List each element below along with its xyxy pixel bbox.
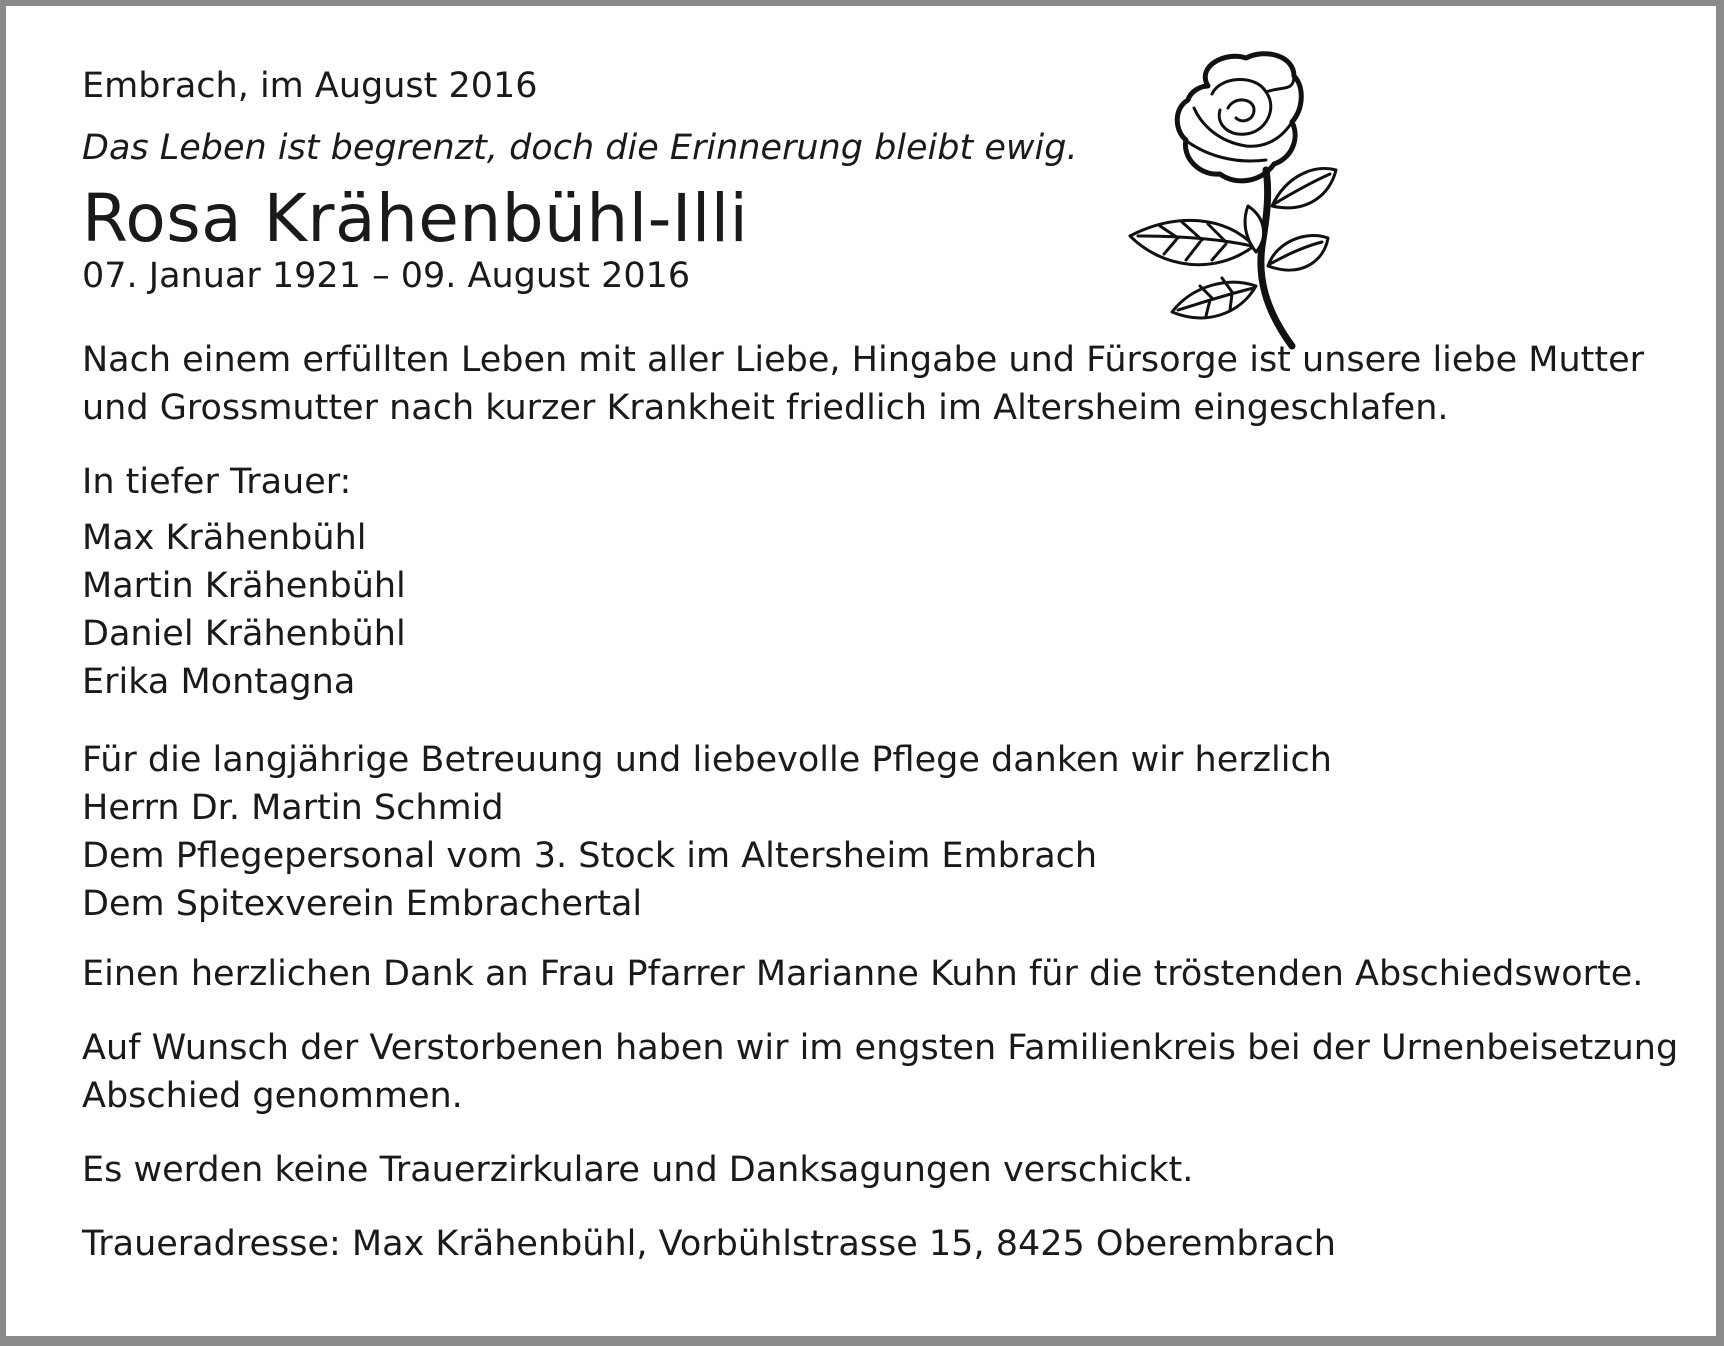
place-date: Embrach, im August 2016 <box>82 66 538 106</box>
life-dates: 07. Januar 1921 – 09. August 2016 <box>82 256 691 296</box>
notice-content <box>82 62 1679 1268</box>
announcement-line: und Grossmutter nach kurzer Krankheit friedlich im Altersheim eingeschlafen. <box>82 388 1449 428</box>
thanks-line: Für die langjährige Betreuung und liebevolle Pflege danken wir herzlich <box>82 740 1332 780</box>
grief-label: In tiefer Trauer: <box>82 462 352 502</box>
thanks-line: Herrn Dr. Martin Schmid <box>82 788 504 828</box>
burial-paragraph <box>82 1024 1679 1120</box>
burial-line: Auf Wunsch der Verstorbenen haben wir im engsten Familienkreis bei der Urnenbeisetzung <box>82 1028 1679 1068</box>
deceased-name: Rosa Krähenbühl-Illi <box>82 180 749 257</box>
mourner-name: Max Krähenbühl <box>82 518 367 558</box>
motto: Das Leben ist begrenzt, doch die Erinnerung bleibt ewig. <box>82 128 1078 168</box>
thanks-line: Dem Spitexverein Embrachertal <box>82 884 643 924</box>
mourner-name: Martin Krähenbühl <box>82 566 406 606</box>
thanks-line: Dem Pflegepersonal vom 3. Stock im Altersheim Embrach <box>82 836 1098 876</box>
thanks-pastor: Einen herzlichen Dank an Frau Pfarrer Marianne Kuhn für die tröstenden Abschiedsworte. <box>82 954 1644 994</box>
announcement-line: Nach einem erfüllten Leben mit aller Liebe, Hingabe und Fürsorge ist unsere liebe Mutter <box>82 340 1645 380</box>
mourner-name: Daniel Krähenbühl <box>82 614 406 654</box>
mourning-address: Traueradresse: Max Krähenbühl, Vorbühlstrasse 15, 8425 Oberembrach <box>82 1224 1336 1264</box>
thanks-paragraph <box>82 736 1642 928</box>
mourner-name: Erika Montagna <box>82 662 356 702</box>
no-circulars-note: Es werden keine Trauerzirkulare und Danksagungen verschickt. <box>82 1150 1194 1190</box>
announcement-paragraph <box>82 336 1645 432</box>
burial-line: Abschied genommen. <box>82 1076 463 1116</box>
mourners-list <box>82 514 1642 706</box>
